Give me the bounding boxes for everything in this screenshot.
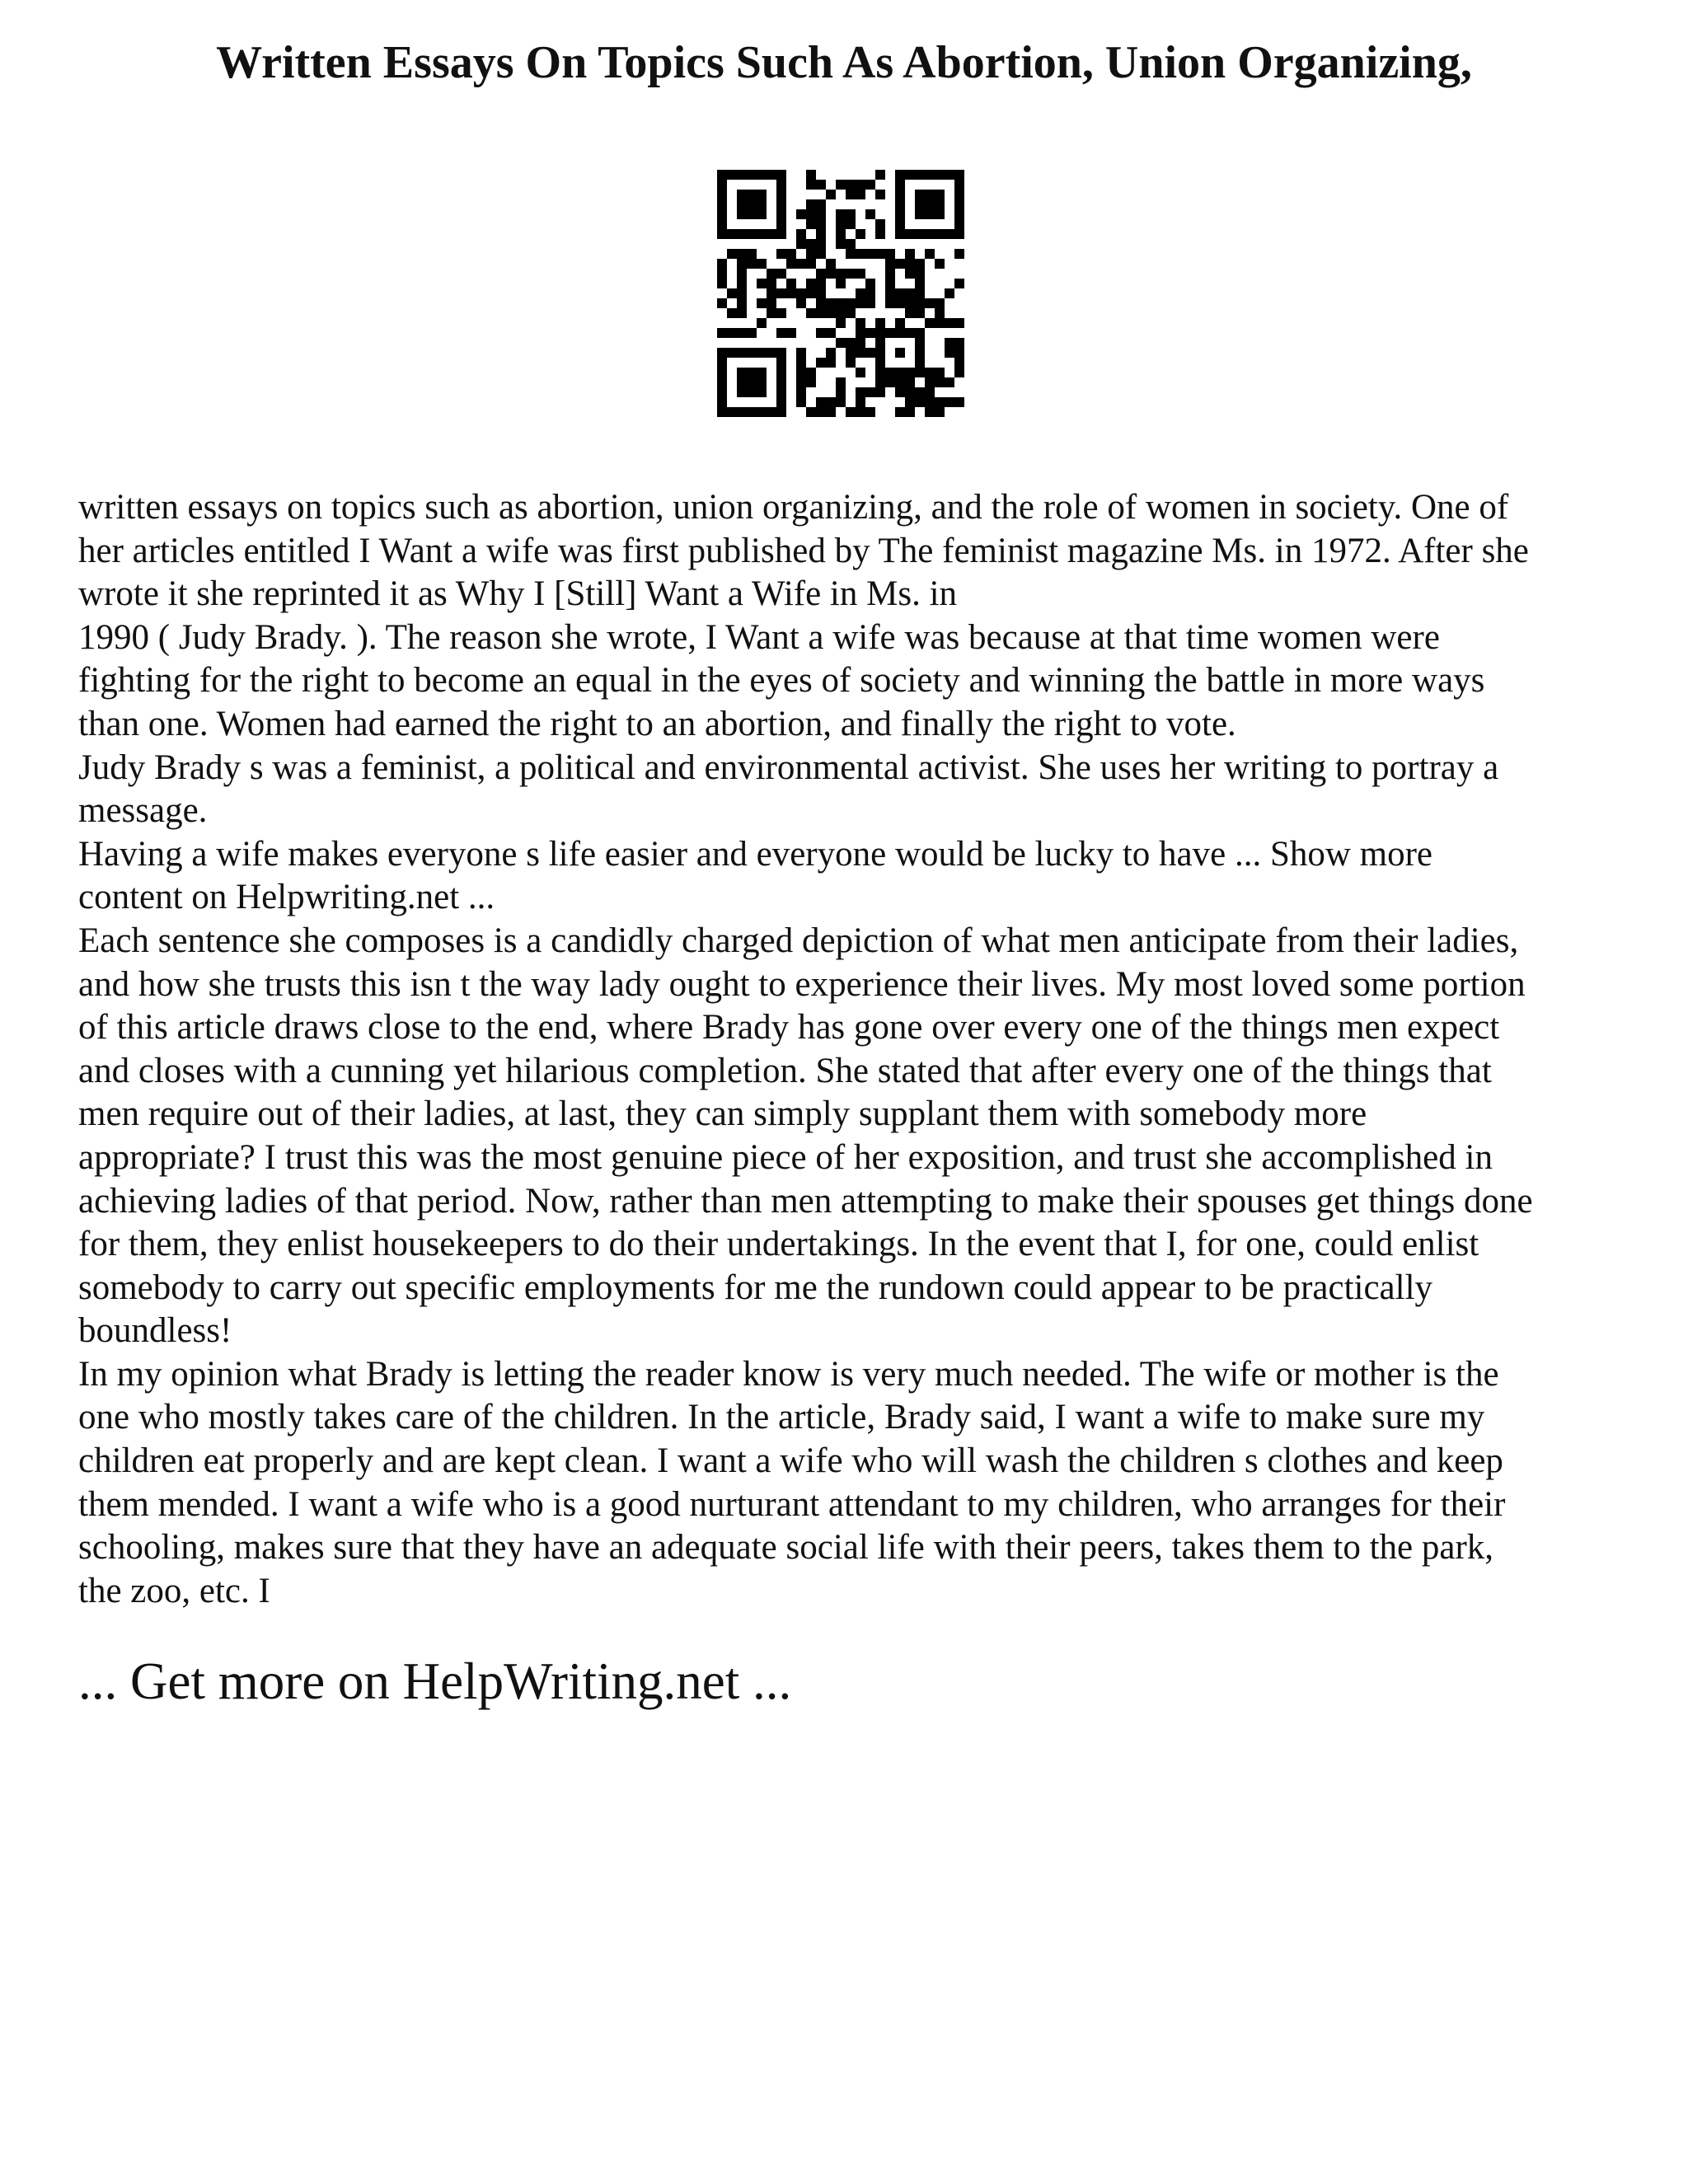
essay-line: her articles entitled I Want a wife was first published by The feminist magazine Ms. in 1972. After she bbox=[78, 531, 1529, 570]
essay-line: content on Helpwriting.net ... bbox=[78, 878, 495, 917]
essay-line: message. bbox=[78, 791, 208, 831]
essay-line: appropriate? I trust this was the most genuine piece of her exposition, and trust she accomplished in bbox=[78, 1137, 1493, 1177]
essay-line: 1990 ( Judy Brady. ). The reason she wrote, I Want a wife was because at that time women were bbox=[78, 617, 1440, 657]
essay-line: of this article draws close to the end, where Brady has gone over every one of the things men expect bbox=[78, 1008, 1500, 1047]
essay-line: men require out of their ladies, at last, they can simply supplant them with somebody more bbox=[78, 1094, 1367, 1134]
qr-code-icon[interactable] bbox=[717, 170, 964, 417]
document-title: Written Essays On Topics Such As Abortion, Union Organizing, bbox=[216, 37, 1472, 88]
essay-line: and closes with a cunning yet hilarious completion. She stated that after every one of the things that bbox=[78, 1051, 1492, 1090]
essay-line: Each sentence she composes is a candidly charged depiction of what men anticipate from their ladies, bbox=[78, 921, 1519, 960]
essay-line: boundless! bbox=[78, 1311, 232, 1351]
essay-line: one who mostly takes care of the children. In the article, Brady said, I want a wife to make sure my bbox=[78, 1398, 1485, 1437]
essay-line: them mended. I want a wife who is a good nurturant attendant to my children, who arranges for their bbox=[78, 1484, 1506, 1524]
essay-line: and how she trusts this isn t the way lady ought to experience their lives. My most loved some portion bbox=[78, 964, 1526, 1004]
essay-line: written essays on topics such as abortion, union organizing, and the role of women in society. One of bbox=[78, 488, 1509, 527]
essay-line: schooling, makes sure that they have an adequate social life with their peers, takes them to the park, bbox=[78, 1528, 1494, 1568]
essay-line: children eat properly and are kept clean. I want a wife who will wash the children s clothes and keep bbox=[78, 1441, 1503, 1481]
essay-line: wrote it she reprinted it as Why I [Still] Want a Wife in Ms. in bbox=[78, 574, 958, 614]
essay-line: Having a wife makes everyone s life easier and everyone would be lucky to have ... Show more bbox=[78, 834, 1433, 874]
essay-line: In my opinion what Brady is letting the reader know is very much needed. The wife or mother is the bbox=[78, 1354, 1499, 1394]
essay-line: than one. Women had earned the right to an abortion, and finally the right to vote. bbox=[78, 704, 1236, 743]
essay-line: for them, they enlist housekeepers to do their undertakings. In the event that I, for one, could enlist bbox=[78, 1225, 1479, 1264]
essay-line: achieving ladies of that period. Now, rather than men attempting to make their spouses get things done bbox=[78, 1181, 1533, 1221]
essay-line: fighting for the right to become an equal in the eyes of society and winning the battle in more ways bbox=[78, 661, 1485, 701]
essay-line: the zoo, etc. I bbox=[78, 1571, 270, 1610]
essay-line: somebody to carry out specific employments for me the rundown could appear to be practically bbox=[78, 1268, 1433, 1307]
get-more-link[interactable]: ... Get more on HelpWriting.net ... bbox=[78, 1652, 792, 1710]
essay-line: Judy Brady s was a feminist, a political and environmental activist. She uses her writing to portray a bbox=[78, 748, 1499, 787]
essay-body bbox=[78, 486, 1620, 1613]
